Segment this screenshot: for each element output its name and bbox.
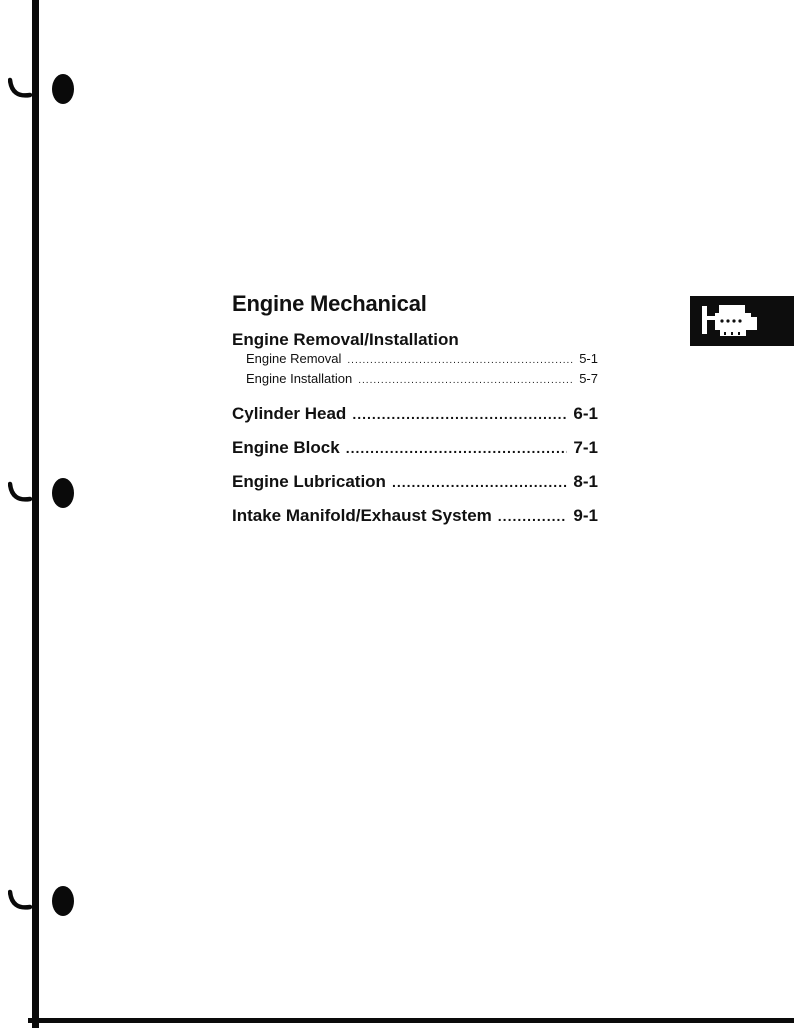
toc-entry-label: Cylinder Head bbox=[232, 404, 347, 423]
dot-leader bbox=[352, 404, 567, 425]
dot-leader bbox=[347, 352, 573, 370]
bottom-rule bbox=[28, 1018, 794, 1023]
section-tab[interactable] bbox=[690, 296, 794, 346]
toc-section-heading[interactable]: Engine Removal/Installation bbox=[232, 330, 459, 349]
toc-entry-label: Engine Lubrication bbox=[232, 472, 386, 491]
page-title: Engine Mechanical bbox=[232, 291, 427, 316]
toc-entry-page: 9-1 bbox=[573, 506, 598, 525]
toc-entry-page: 7-1 bbox=[573, 438, 598, 457]
binder-ring-icon bbox=[8, 472, 78, 516]
binder-ring-icon bbox=[8, 68, 78, 112]
table-of-contents bbox=[232, 290, 598, 527]
toc-entry-engine-block[interactable] bbox=[232, 437, 598, 459]
toc-entry-cylinder-head[interactable] bbox=[232, 403, 598, 425]
toc-item-label: Engine Installation bbox=[246, 371, 353, 386]
toc-item-label: Engine Removal bbox=[246, 351, 342, 366]
dot-leader bbox=[358, 372, 573, 390]
toc-entry-label: Intake Manifold/Exhaust System bbox=[232, 506, 492, 525]
toc-entry-page: 8-1 bbox=[573, 472, 598, 491]
toc-item-page: 5-7 bbox=[579, 371, 598, 386]
binder-ring-icon bbox=[8, 880, 78, 924]
toc-entry-page: 6-1 bbox=[573, 404, 598, 423]
toc-item-engine-removal[interactable] bbox=[232, 350, 598, 370]
dot-leader bbox=[498, 506, 568, 527]
toc-item-engine-installation[interactable] bbox=[232, 370, 598, 390]
toc-item-page: 5-1 bbox=[579, 351, 598, 366]
engine-icon bbox=[700, 303, 760, 339]
dot-leader bbox=[346, 438, 568, 459]
dot-leader bbox=[392, 472, 567, 493]
toc-entry-intake-manifold-exhaust-system[interactable] bbox=[232, 505, 598, 527]
toc-entry-engine-lubrication[interactable] bbox=[232, 471, 598, 493]
toc-entry-label: Engine Block bbox=[232, 438, 340, 457]
